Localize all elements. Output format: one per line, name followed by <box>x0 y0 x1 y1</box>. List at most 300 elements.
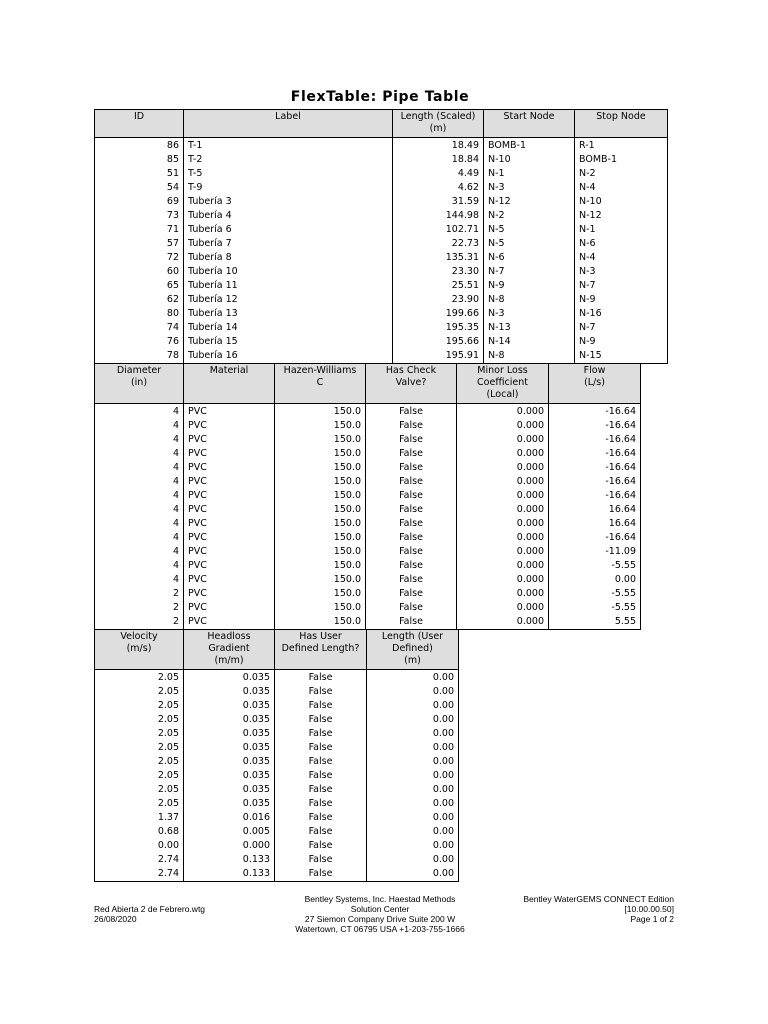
table-cell: 0.00 <box>367 670 459 686</box>
table-cell: 0.000 <box>457 601 549 615</box>
table-cell: PVC <box>184 545 275 559</box>
table-cell: 150.0 <box>275 447 366 461</box>
table-cell: 25.51 <box>393 279 484 293</box>
table-cell: 4 <box>95 573 184 587</box>
table-cell: 72 <box>95 251 184 265</box>
column-header: Flow (L/s) <box>549 364 641 404</box>
table-cell: 150.0 <box>275 573 366 587</box>
table-cell: -16.64 <box>549 404 641 420</box>
table-cell: -5.55 <box>549 559 641 573</box>
table-row <box>95 279 668 293</box>
table-row <box>95 153 668 167</box>
table-row <box>95 713 459 727</box>
table-row <box>95 670 459 686</box>
table-cell: False <box>366 419 457 433</box>
table-cell: -11.09 <box>549 545 641 559</box>
table-row <box>95 223 668 237</box>
table-row <box>95 181 668 195</box>
table-row <box>95 811 459 825</box>
table-cell: 76 <box>95 335 184 349</box>
table-cell: 62 <box>95 293 184 307</box>
table-cell: PVC <box>184 573 275 587</box>
pipe-table-part-3 <box>94 629 459 882</box>
table-cell: False <box>275 727 367 741</box>
table-row <box>95 265 668 279</box>
table-cell: PVC <box>184 461 275 475</box>
table-cell: Tubería 14 <box>184 321 393 335</box>
table-cell: 0.005 <box>184 825 275 839</box>
table-cell: Tubería 10 <box>184 265 393 279</box>
table-cell: N-8 <box>484 349 575 364</box>
table-cell: Tubería 12 <box>184 293 393 307</box>
table-cell: N-3 <box>484 181 575 195</box>
table-row <box>95 461 641 475</box>
table-cell: 2.05 <box>95 741 184 755</box>
table-cell: 31.59 <box>393 195 484 209</box>
table-cell: 80 <box>95 307 184 321</box>
table-row <box>95 293 668 307</box>
table-cell: 0.00 <box>367 783 459 797</box>
table-row <box>95 447 641 461</box>
table-cell: 0.68 <box>95 825 184 839</box>
table-cell: 150.0 <box>275 545 366 559</box>
table-cell: 74 <box>95 321 184 335</box>
table-cell: 2.74 <box>95 867 184 882</box>
table-cell: N-15 <box>575 349 668 364</box>
table-cell: -16.64 <box>549 475 641 489</box>
table-cell: 2 <box>95 587 184 601</box>
table-cell: False <box>366 489 457 503</box>
table-cell: N-10 <box>575 195 668 209</box>
table-cell: 2.05 <box>95 769 184 783</box>
table-cell: 0.035 <box>184 769 275 783</box>
table-row <box>95 699 459 713</box>
table-cell: False <box>366 573 457 587</box>
table-cell: 0.00 <box>367 797 459 811</box>
table-cell: 4 <box>95 404 184 420</box>
table-cell: 69 <box>95 195 184 209</box>
table-cell: Tubería 7 <box>184 237 393 251</box>
table-cell: 0.133 <box>184 867 275 882</box>
column-header: Start Node <box>484 110 575 138</box>
table-cell: False <box>275 685 367 699</box>
table-cell: 0.035 <box>184 797 275 811</box>
table-row <box>95 545 641 559</box>
table-cell: 4 <box>95 461 184 475</box>
table-cell: PVC <box>184 433 275 447</box>
table-cell: 4 <box>95 531 184 545</box>
table-cell: 65 <box>95 279 184 293</box>
table-cell: 85 <box>95 153 184 167</box>
table-cell: 4 <box>95 545 184 559</box>
table-cell: N-14 <box>484 335 575 349</box>
table-cell: 0.035 <box>184 699 275 713</box>
table-cell: N-16 <box>575 307 668 321</box>
table-cell: False <box>366 601 457 615</box>
table-cell: 5.55 <box>549 615 641 630</box>
table-cell: False <box>366 531 457 545</box>
table-cell: 60 <box>95 265 184 279</box>
table-cell: N-3 <box>484 307 575 321</box>
table-cell: Tubería 8 <box>184 251 393 265</box>
table-cell: PVC <box>184 475 275 489</box>
table-cell: 195.35 <box>393 321 484 335</box>
table-cell: 4 <box>95 475 184 489</box>
table-cell: N-9 <box>484 279 575 293</box>
table-cell: Tubería 15 <box>184 335 393 349</box>
table-cell: False <box>366 404 457 420</box>
table-row <box>95 489 641 503</box>
table-cell: -5.55 <box>549 587 641 601</box>
table-row <box>95 839 459 853</box>
table-cell: -16.64 <box>549 433 641 447</box>
table-cell: N-9 <box>575 335 668 349</box>
table-cell: 0.00 <box>367 699 459 713</box>
table-cell: 0.035 <box>184 685 275 699</box>
table-row <box>95 727 459 741</box>
table-cell: False <box>275 741 367 755</box>
table-cell: 2.05 <box>95 685 184 699</box>
table-row <box>95 307 668 321</box>
table-cell: 144.98 <box>393 209 484 223</box>
table-cell: 4.49 <box>393 167 484 181</box>
table-cell: N-2 <box>484 209 575 223</box>
table-cell: 0.000 <box>457 404 549 420</box>
table-cell: 18.49 <box>393 138 484 154</box>
table-cell: 0.00 <box>95 839 184 853</box>
table-cell: 0.000 <box>457 573 549 587</box>
footer-company-line: Solution Center <box>350 904 410 914</box>
table-cell: 73 <box>95 209 184 223</box>
table-cell: PVC <box>184 587 275 601</box>
table-cell: False <box>275 797 367 811</box>
table-cell: N-10 <box>484 153 575 167</box>
table-cell: 0.00 <box>367 755 459 769</box>
table-cell: -16.64 <box>549 447 641 461</box>
table-cell: False <box>275 699 367 713</box>
table-cell: 0.000 <box>457 517 549 531</box>
column-header: Label <box>184 110 393 138</box>
table-cell: 0.000 <box>457 475 549 489</box>
pipe-table-part-2 <box>94 363 641 630</box>
table-cell: BOMB-1 <box>575 153 668 167</box>
table-row <box>95 321 668 335</box>
table-cell: T-2 <box>184 153 393 167</box>
table-cell: Tubería 16 <box>184 349 393 364</box>
table-cell: PVC <box>184 601 275 615</box>
table-cell: 150.0 <box>275 475 366 489</box>
table-cell: 0.035 <box>184 755 275 769</box>
table-cell: False <box>366 433 457 447</box>
footer-product: Bentley WaterGEMS CONNECT Edition <box>523 894 674 904</box>
table-cell: PVC <box>184 531 275 545</box>
table-cell: R-1 <box>575 138 668 154</box>
table-cell: 102.71 <box>393 223 484 237</box>
column-header: Length (Scaled) (m) <box>393 110 484 138</box>
table-cell: 0.00 <box>367 727 459 741</box>
table-cell: 23.90 <box>393 293 484 307</box>
table-cell: 4 <box>95 517 184 531</box>
table-cell: N-7 <box>575 321 668 335</box>
table-cell: N-12 <box>575 209 668 223</box>
table-row <box>95 517 641 531</box>
table-cell: False <box>275 713 367 727</box>
table-row <box>95 349 668 364</box>
table-cell: PVC <box>184 503 275 517</box>
footer-page-number: Page 1 of 2 <box>630 914 674 924</box>
table-cell: T-5 <box>184 167 393 181</box>
table-cell: 0.00 <box>367 741 459 755</box>
table-row <box>95 475 641 489</box>
table-cell: N-8 <box>484 293 575 307</box>
table-cell: 0.00 <box>367 867 459 882</box>
table-cell: 54 <box>95 181 184 195</box>
table-cell: 2.05 <box>95 783 184 797</box>
pipe-table-part-1 <box>94 109 668 364</box>
table-cell: 2.05 <box>95 755 184 769</box>
table-cell: 2.05 <box>95 727 184 741</box>
column-header: ID <box>95 110 184 138</box>
table-cell: 1.37 <box>95 811 184 825</box>
table-row <box>95 741 459 755</box>
table-cell: N-2 <box>575 167 668 181</box>
table-cell: N-9 <box>575 293 668 307</box>
footer-file-info <box>94 904 205 924</box>
column-header: Hazen-Williams C <box>275 364 366 404</box>
table-row <box>95 867 459 882</box>
table-cell: False <box>366 559 457 573</box>
footer-company-line: 27 Siemon Company Drive Suite 200 W <box>304 914 456 924</box>
table-cell: 4 <box>95 447 184 461</box>
table-cell: 16.64 <box>549 503 641 517</box>
table-cell: 150.0 <box>275 419 366 433</box>
table-cell: 22.73 <box>393 237 484 251</box>
column-header: Has User Defined Length? <box>275 630 367 670</box>
table-cell: -16.64 <box>549 461 641 475</box>
table-cell: 0.000 <box>184 839 275 853</box>
table-row <box>95 783 459 797</box>
column-header: Length (User Defined) (m) <box>367 630 459 670</box>
table-cell: 0.000 <box>457 503 549 517</box>
footer-company-line: Bentley Systems, Inc. Haestad Methods <box>304 894 456 904</box>
column-header: Material <box>184 364 275 404</box>
table-cell: False <box>275 825 367 839</box>
table-cell: 0.00 <box>367 853 459 867</box>
table-row <box>95 335 668 349</box>
table-cell: N-12 <box>484 195 575 209</box>
table-cell: 0.035 <box>184 713 275 727</box>
table-cell: 0.035 <box>184 783 275 797</box>
table-cell: 0.016 <box>184 811 275 825</box>
table-cell: Tubería 11 <box>184 279 393 293</box>
table-row <box>95 237 668 251</box>
table-cell: 0.00 <box>367 839 459 853</box>
table-cell: 0.035 <box>184 741 275 755</box>
table-row <box>95 601 641 615</box>
table-cell: N-3 <box>575 265 668 279</box>
table-cell: PVC <box>184 447 275 461</box>
table-cell: 0.000 <box>457 559 549 573</box>
table-row <box>95 853 459 867</box>
column-header: Minor Loss Coefficient (Local) <box>457 364 549 404</box>
table-cell: -16.64 <box>549 489 641 503</box>
table-cell: BOMB-1 <box>484 138 575 154</box>
table-row <box>95 573 641 587</box>
table-row <box>95 167 668 181</box>
table-cell: PVC <box>184 404 275 420</box>
column-header: Diameter (in) <box>95 364 184 404</box>
table-cell: 0.133 <box>184 853 275 867</box>
table-cell: False <box>275 853 367 867</box>
table-cell: 199.66 <box>393 307 484 321</box>
table-cell: 16.64 <box>549 517 641 531</box>
table-cell: T-9 <box>184 181 393 195</box>
column-header: Has Check Valve? <box>366 364 457 404</box>
table-cell: 57 <box>95 237 184 251</box>
table-cell: 0.000 <box>457 531 549 545</box>
table-cell: False <box>366 517 457 531</box>
table-cell: False <box>275 839 367 853</box>
table-cell: False <box>366 587 457 601</box>
table-cell: 0.000 <box>457 433 549 447</box>
table-cell: 150.0 <box>275 433 366 447</box>
table-cell: PVC <box>184 559 275 573</box>
table-cell: False <box>275 867 367 882</box>
table-row <box>95 587 641 601</box>
table-cell: PVC <box>184 489 275 503</box>
table-cell: 150.0 <box>275 461 366 475</box>
table-cell: False <box>275 769 367 783</box>
table-cell: False <box>366 503 457 517</box>
table-cell: 2.05 <box>95 797 184 811</box>
table-row <box>95 769 459 783</box>
table-row <box>95 251 668 265</box>
table-row <box>95 615 641 630</box>
table-cell: 150.0 <box>275 503 366 517</box>
table-cell: 2.05 <box>95 699 184 713</box>
footer-file-name: Red Abierta 2 de Febrero.wtg <box>94 904 206 914</box>
table-cell: 150.0 <box>275 559 366 573</box>
table-row <box>95 531 641 545</box>
table-cell: 0.00 <box>367 769 459 783</box>
table-row <box>95 209 668 223</box>
table-cell: False <box>275 783 367 797</box>
table-cell: 135.31 <box>393 251 484 265</box>
table-cell: False <box>366 461 457 475</box>
table-cell: 4 <box>95 433 184 447</box>
page-title: FlexTable: Pipe Table <box>290 89 470 105</box>
table-cell: Tubería 6 <box>184 223 393 237</box>
table-cell: N-5 <box>484 237 575 251</box>
table-cell: PVC <box>184 517 275 531</box>
table-cell: 150.0 <box>275 601 366 615</box>
table-cell: N-7 <box>575 279 668 293</box>
table-cell: 4.62 <box>393 181 484 195</box>
table-cell: 4 <box>95 419 184 433</box>
table-cell: 4 <box>95 559 184 573</box>
table-cell: False <box>275 670 367 686</box>
footer-company <box>264 894 496 934</box>
table-cell: 0.000 <box>457 447 549 461</box>
table-cell: 150.0 <box>275 615 366 630</box>
table-cell: 0.00 <box>367 685 459 699</box>
footer-date: 26/08/2020 <box>94 914 137 924</box>
table-cell: False <box>366 615 457 630</box>
table-cell: 0.00 <box>367 825 459 839</box>
table-row <box>95 195 668 209</box>
table-cell: 0.035 <box>184 670 275 686</box>
table-row <box>95 825 459 839</box>
table-cell: 150.0 <box>275 489 366 503</box>
table-cell: False <box>366 475 457 489</box>
table-cell: N-1 <box>484 167 575 181</box>
table-cell: 2.05 <box>95 670 184 686</box>
table-cell: 150.0 <box>275 404 366 420</box>
table-cell: False <box>275 755 367 769</box>
table-cell: 2 <box>95 615 184 630</box>
table-cell: 0.000 <box>457 615 549 630</box>
table-row <box>95 559 641 573</box>
table-cell: 150.0 <box>275 531 366 545</box>
table-cell: 2 <box>95 601 184 615</box>
table-row <box>95 755 459 769</box>
table-cell: 150.0 <box>275 587 366 601</box>
table-cell: 2.74 <box>95 853 184 867</box>
table-cell: 0.000 <box>457 545 549 559</box>
table-cell: 0.000 <box>457 489 549 503</box>
table-cell: False <box>275 811 367 825</box>
table-cell: N-5 <box>484 223 575 237</box>
table-cell: -16.64 <box>549 531 641 545</box>
column-header: Stop Node <box>575 110 668 138</box>
table-row <box>95 685 459 699</box>
table-cell: 0.000 <box>457 587 549 601</box>
table-row <box>95 138 668 154</box>
table-cell: 0.00 <box>549 573 641 587</box>
table-cell: N-6 <box>484 251 575 265</box>
table-cell: 150.0 <box>275 517 366 531</box>
table-cell: PVC <box>184 419 275 433</box>
table-cell: 18.84 <box>393 153 484 167</box>
table-cell: False <box>366 447 457 461</box>
table-row <box>95 433 641 447</box>
table-cell: 23.30 <box>393 265 484 279</box>
column-header: Headloss Gradient (m/m) <box>184 630 275 670</box>
table-cell: -5.55 <box>549 601 641 615</box>
table-cell: 0.00 <box>367 713 459 727</box>
table-cell: Tubería 3 <box>184 195 393 209</box>
table-cell: False <box>366 545 457 559</box>
table-cell: 4 <box>95 503 184 517</box>
table-cell: 78 <box>95 349 184 364</box>
table-cell: 4 <box>95 489 184 503</box>
table-cell: N-4 <box>575 251 668 265</box>
table-row <box>95 404 641 420</box>
table-cell: -16.64 <box>549 419 641 433</box>
table-cell: T-1 <box>184 138 393 154</box>
table-cell: 0.00 <box>367 811 459 825</box>
table-cell: 0.000 <box>457 461 549 475</box>
table-cell: 0.035 <box>184 727 275 741</box>
column-header: Velocity (m/s) <box>95 630 184 670</box>
table-cell: 195.91 <box>393 349 484 364</box>
table-cell: Tubería 4 <box>184 209 393 223</box>
table-cell: 195.66 <box>393 335 484 349</box>
table-row <box>95 797 459 811</box>
table-cell: N-13 <box>484 321 575 335</box>
table-cell: PVC <box>184 615 275 630</box>
table-row <box>95 419 641 433</box>
